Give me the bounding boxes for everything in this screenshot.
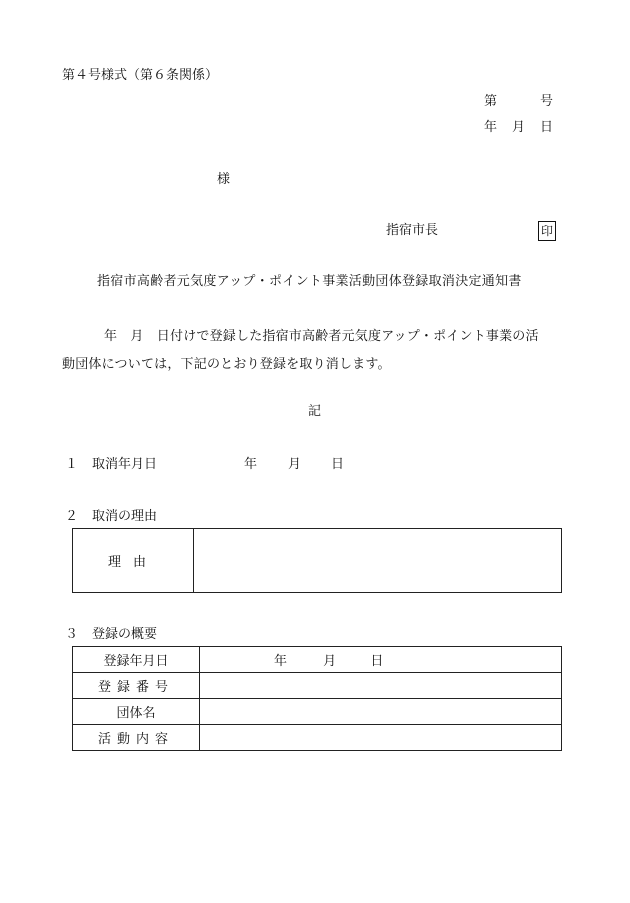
reason-table [72, 528, 562, 593]
section1-year: 年 [244, 457, 258, 472]
activity-label: 活動内容 [73, 725, 200, 751]
group-name-value[interactable] [200, 699, 562, 725]
reg-number-value[interactable] [200, 673, 562, 699]
section3-label: 登録の概要 [92, 627, 158, 642]
body-line-2: 動団体については，下記のとおり登録を取り消します。 [62, 357, 391, 372]
doc-number-suffix: 号 [540, 94, 554, 109]
addressee-suffix: 様 [217, 172, 231, 187]
table-row [73, 647, 562, 673]
form-number: 第４号様式（第６条関係） [62, 68, 219, 83]
body-line-1: 年 月 日付けで登録した指宿市高齢者元気度アップ・ポイント事業の活 [104, 329, 539, 344]
table-row [73, 673, 562, 699]
reg-date-day: 日 [370, 654, 384, 669]
section2-label: 取消の理由 [92, 509, 158, 524]
activity-value[interactable] [200, 725, 562, 751]
table-row [73, 725, 562, 751]
ki-heading: 記 [308, 404, 322, 419]
seal-mark: 印 [538, 221, 556, 241]
body-paragraph [62, 323, 582, 379]
section3-number: ３ [65, 627, 79, 642]
issuer-name: 指宿市長 [386, 223, 439, 238]
reason-label-cell: 理由 [73, 529, 194, 593]
table-row [73, 699, 562, 725]
section1-month: 月 [288, 457, 302, 472]
doc-date-month: 月 [512, 120, 526, 135]
reg-number-label: 登録番号 [73, 673, 200, 699]
doc-number-prefix: 第 [484, 94, 498, 109]
section2-number: ２ [65, 509, 79, 524]
reg-date-value[interactable] [200, 647, 562, 673]
table-row [73, 529, 562, 593]
summary-table [72, 646, 562, 751]
section1-label: 取消年月日 [92, 457, 158, 472]
document-title: 指宿市高齢者元気度アップ・ポイント事業活動団体登録取消決定通知書 [97, 274, 522, 289]
reason-value-cell[interactable] [194, 529, 562, 593]
section1-number: １ [65, 457, 79, 472]
doc-date-year: 年 [484, 120, 498, 135]
group-name-label: 団体名 [73, 699, 200, 725]
doc-date-day: 日 [540, 120, 554, 135]
reg-date-label: 登録年月日 [73, 647, 200, 673]
section1-day: 日 [331, 457, 345, 472]
reg-date-year: 年 [274, 654, 288, 669]
reg-date-month: 月 [323, 654, 337, 669]
